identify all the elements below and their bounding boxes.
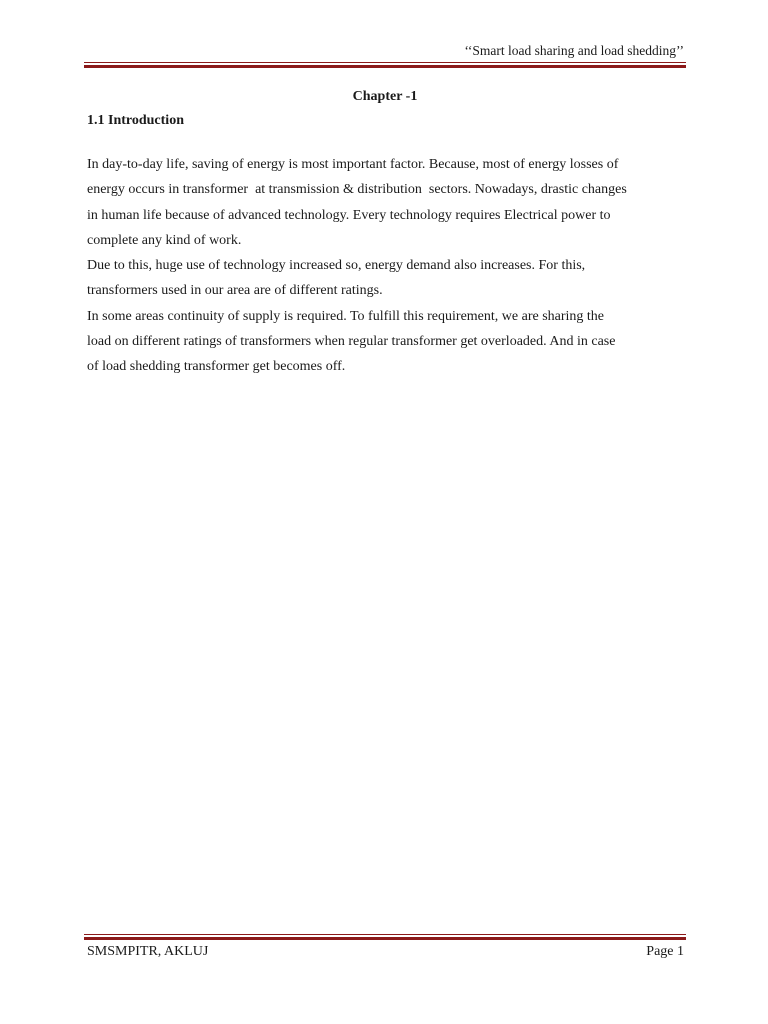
- body-line: energy occurs in transformer at transmission & distribution sectors. Nowadays, drastic changes: [87, 182, 627, 198]
- body-line: In day-to-day life, saving of energy is most important factor. Because, most of energy losses of: [87, 157, 619, 172]
- header-rule: [84, 62, 686, 68]
- footer-institution: SMSMPITR, AKLUJ: [87, 944, 209, 959]
- body-line: transformers used in our area are of different ratings.: [87, 283, 383, 299]
- section-heading: 1.1 Introduction: [87, 113, 184, 128]
- body-line: in human life because of advanced technology. Every technology requires Electrical power to: [87, 207, 611, 223]
- body-line: load on different ratings of transformers when regular transformer get overloaded. And in case: [87, 334, 616, 350]
- body-line: In some areas continuity of supply is required. To fulfill this requirement, we are sharing the: [87, 308, 605, 324]
- header-rule-thin: [84, 62, 686, 63]
- body-line: complete any kind of work.: [87, 232, 242, 248]
- footer-rule-thick: [84, 937, 686, 940]
- running-header-title: ‘‘Smart load sharing and load shedding’’: [464, 43, 684, 58]
- body-paragraphs: [87, 152, 687, 380]
- footer-rule-thin: [84, 934, 686, 935]
- header-rule-thick: [84, 65, 686, 68]
- chapter-title: Chapter -1: [352, 89, 418, 104]
- body-line: Due to this, huge use of technology increased so, energy demand also increases. For this,: [87, 258, 586, 274]
- footer-page-number: Page 1: [646, 944, 684, 959]
- footer-rule: [84, 934, 686, 940]
- body-line: of load shedding transformer get becomes off.: [87, 359, 346, 375]
